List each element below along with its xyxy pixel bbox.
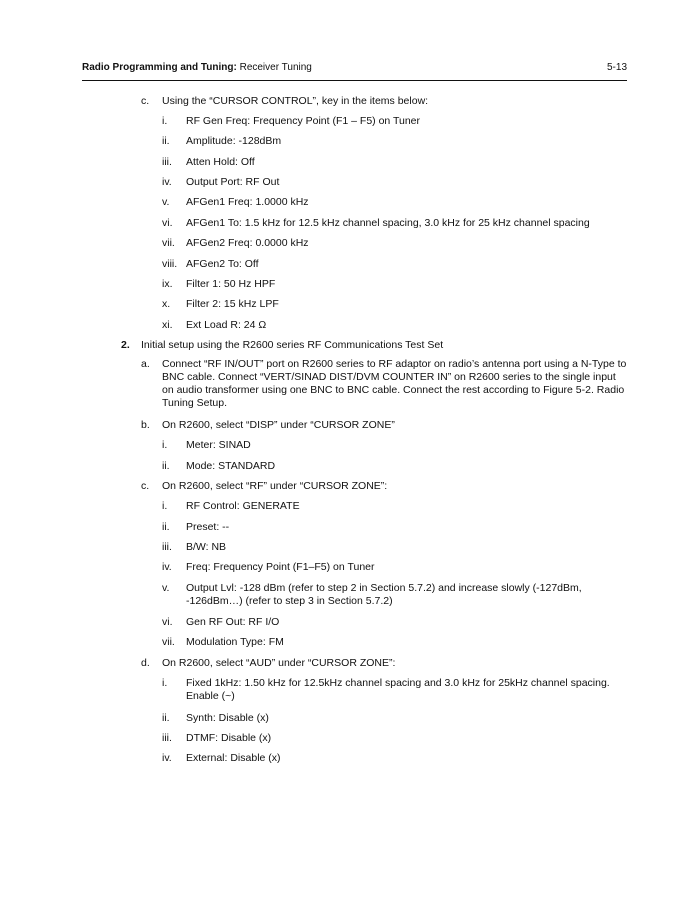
- list-text: Output Lvl: -128 dBm (refer to step 2 in Section 5.7.2) and increase slowly (-127dBm, -126dBm…) (refer to step 3 in Section 5.7.2): [186, 582, 582, 607]
- list-text: Initial setup using the R2600 series RF Communications Test Set: [141, 339, 444, 351]
- list-text: Ext Load R: 24 Ω: [186, 319, 267, 331]
- list-text: Freq: Frequency Point (F1–F5) on Tuner: [186, 561, 375, 573]
- list-label: vii.: [162, 636, 175, 648]
- list-label: ix.: [162, 278, 173, 290]
- list-label: v.: [162, 582, 170, 594]
- list-label: 2.: [121, 339, 130, 351]
- list-label: vii.: [162, 237, 175, 249]
- list-label: a.: [141, 358, 150, 370]
- list-label: x.: [162, 298, 171, 310]
- list-label: i.: [162, 500, 168, 512]
- list-label: c.: [141, 95, 150, 107]
- header-rule: [82, 80, 627, 81]
- list-text: DTMF: Disable (x): [186, 732, 272, 744]
- list-label: ii.: [162, 135, 170, 147]
- list-text: B/W: NB: [186, 541, 227, 553]
- list-label: iii.: [162, 156, 172, 168]
- list-text: RF Control: GENERATE: [186, 500, 300, 512]
- list-text: AFGen2 To: Off: [186, 258, 259, 270]
- list-text: Using the “CURSOR CONTROL”, key in the items below:: [162, 95, 429, 107]
- list-item: [0, 95, 695, 109]
- list-text: Fixed 1kHz: 1.50 kHz for 12.5kHz channel spacing and 3.0 kHz for 25kHz channel spacing. Enable (~): [186, 677, 610, 702]
- list-text: Connect “RF IN/OUT” port on R2600 series to RF adaptor on radio’s antenna port using a N-Type to BNC cable. Connect “VERT/SINAD DIST/DVM COUNTER IN” on R2600 series to the single input on audio transformer using one BNC to BNC cable. Connect the rest according to Figure 5-2. Radio Tuning Setup.: [162, 358, 627, 409]
- list-label: iv.: [162, 752, 172, 764]
- list-label: iii.: [162, 732, 172, 744]
- list-label: iv.: [162, 176, 172, 188]
- list-text: Output Port: RF Out: [186, 176, 280, 188]
- list-label: i.: [162, 677, 168, 689]
- list-text: Amplitude: -128dBm: [186, 135, 282, 147]
- list-label: ii.: [162, 712, 170, 724]
- list-text: External: Disable (x): [186, 752, 281, 764]
- header-title-rest: Receiver Tuning: [236, 62, 312, 73]
- list-label: iii.: [162, 541, 172, 553]
- list-label: xi.: [162, 319, 173, 331]
- page-number: 5-13: [606, 62, 627, 73]
- list-text: Filter 2: 15 kHz LPF: [186, 298, 279, 310]
- list-text: AFGen1 To: 1.5 kHz for 12.5 kHz channel spacing, 3.0 kHz for 25 kHz channel spacing: [186, 217, 590, 229]
- list-text: Atten Hold: Off: [186, 156, 255, 168]
- list-text: Mode: STANDARD: [186, 460, 276, 472]
- list-text: Gen RF Out: RF I/O: [186, 616, 280, 628]
- list-text: Filter 1: 50 Hz HPF: [186, 278, 276, 290]
- list-text: Meter: SINAD: [186, 439, 251, 451]
- list-text: AFGen2 Freq: 0.0000 kHz: [186, 237, 309, 249]
- list-label: v.: [162, 196, 170, 208]
- list-text: Preset: --: [186, 521, 230, 533]
- running-header: [82, 62, 627, 73]
- list-label: ii.: [162, 521, 170, 533]
- list-text: On R2600, select “AUD” under “CURSOR ZONE”:: [162, 657, 396, 669]
- list-text: AFGen1 Freq: 1.0000 kHz: [186, 196, 309, 208]
- list-label: b.: [141, 419, 150, 431]
- list-label: iv.: [162, 561, 172, 573]
- list-label: ii.: [162, 460, 170, 472]
- list-label: d.: [141, 657, 150, 669]
- list-text: Synth: Disable (x): [186, 712, 269, 724]
- list-text: RF Gen Freq: Frequency Point (F1 – F5) on Tuner: [186, 115, 421, 127]
- list-label: c.: [141, 480, 150, 492]
- list-text: Modulation Type: FM: [186, 636, 284, 648]
- list-text: On R2600, select “RF” under “CURSOR ZONE”:: [162, 480, 388, 492]
- list-text: On R2600, select “DISP” under “CURSOR ZONE”: [162, 419, 395, 431]
- list-label: viii.: [162, 258, 178, 270]
- list-label: vi.: [162, 217, 173, 229]
- header-title-bold: Radio Programming and Tuning:: [82, 62, 237, 73]
- list-label: vi.: [162, 616, 173, 628]
- list-label: i.: [162, 439, 168, 451]
- list-label: i.: [162, 115, 168, 127]
